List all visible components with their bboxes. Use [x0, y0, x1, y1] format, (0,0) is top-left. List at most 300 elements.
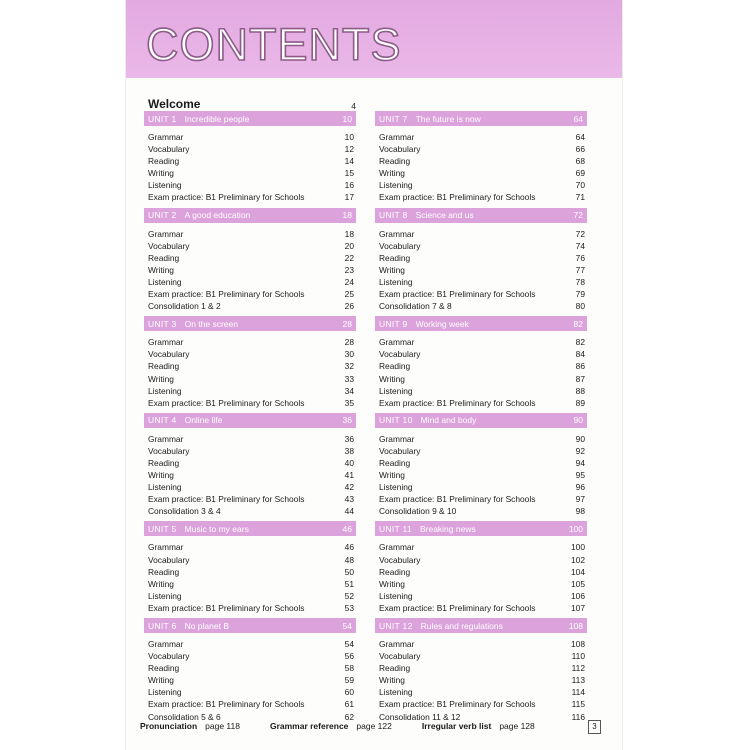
list-item[interactable]: [379, 264, 587, 276]
contents-column-left: [144, 92, 356, 727]
item-label: Reading: [148, 663, 180, 674]
unit-10-header[interactable]: [375, 413, 587, 428]
item-page: 28: [344, 337, 354, 348]
unit-4-header[interactable]: [144, 413, 356, 428]
item-label: Reading: [148, 361, 180, 372]
item-label: Reading: [379, 663, 411, 674]
item-label: Listening: [148, 276, 182, 287]
item-label: Listening: [379, 590, 413, 601]
list-item[interactable]: [148, 493, 356, 505]
item-label: Consolidation 5 & 6: [148, 711, 221, 722]
item-page: 69: [575, 168, 585, 179]
unit-label: UNIT 6: [148, 620, 177, 631]
item-page: 107: [571, 602, 585, 613]
item-label: Vocabulary: [379, 651, 421, 662]
item-label: Vocabulary: [148, 651, 190, 662]
welcome-entry[interactable]: [144, 92, 356, 111]
item-page: 78: [575, 276, 585, 287]
item-page: 36: [344, 433, 354, 444]
item-page: 52: [344, 590, 354, 601]
list-item[interactable]: [148, 457, 356, 469]
item-label: Exam practice: B1 Preliminary for Schools: [379, 494, 536, 505]
item-page: 48: [344, 554, 354, 565]
item-page: 108: [571, 639, 585, 649]
item-label: Writing: [148, 168, 174, 179]
unit-2-header[interactable]: [144, 208, 356, 223]
item-label: Writing: [379, 578, 405, 589]
unit-label: UNIT 10: [379, 415, 413, 426]
list-item[interactable]: [148, 602, 356, 614]
item-page: 64: [575, 132, 585, 142]
item-page: 20: [344, 240, 354, 251]
item-label: Listening: [148, 180, 182, 191]
unit-9-section: [375, 316, 587, 413]
list-item[interactable]: [148, 360, 356, 372]
item-page: 12: [344, 144, 354, 155]
item-page: 76: [575, 252, 585, 263]
item-page: 26: [344, 301, 354, 312]
item-label: Writing: [379, 373, 405, 384]
unit-title: A good education: [184, 210, 251, 221]
unit-4-section: [144, 413, 356, 522]
list-item[interactable]: [379, 590, 587, 602]
list-item[interactable]: [379, 433, 587, 445]
item-label: Consolidation 7 & 8: [379, 301, 452, 312]
item-page: 68: [575, 156, 585, 167]
unit-2-section: [144, 208, 356, 317]
footer-label: Irregular verb list: [421, 721, 492, 731]
item-label: Writing: [379, 168, 405, 179]
list-item[interactable]: [148, 662, 356, 674]
item-label: Grammar: [148, 132, 184, 142]
footer-item-irregular-verb-list[interactable]: [422, 721, 535, 731]
item-label: Grammar: [148, 228, 184, 239]
unit-label: UNIT 9: [379, 318, 408, 329]
item-page: 89: [575, 397, 585, 408]
unit-page: 64: [573, 113, 583, 124]
item-label: Vocabulary: [148, 144, 190, 155]
list-item[interactable]: [148, 252, 356, 264]
list-item[interactable]: [379, 240, 587, 252]
item-page: 51: [344, 578, 354, 589]
item-label: Reading: [148, 252, 180, 263]
item-page: 15: [344, 168, 354, 179]
item-label: Writing: [148, 373, 174, 384]
item-label: Reading: [379, 156, 411, 167]
list-item[interactable]: [148, 191, 356, 203]
item-label: Writing: [148, 675, 174, 686]
item-label: Grammar: [379, 228, 415, 239]
list-item[interactable]: [148, 469, 356, 481]
item-page: 53: [344, 602, 354, 613]
list-item[interactable]: [148, 131, 356, 143]
unit-1-section: [144, 111, 356, 208]
list-item[interactable]: [379, 131, 587, 143]
list-item[interactable]: [379, 373, 587, 385]
item-label: Exam practice: B1 Preliminary for Schools: [148, 192, 305, 203]
unit-items-list: [144, 536, 356, 618]
item-page: 62: [344, 711, 354, 722]
list-item[interactable]: [148, 445, 356, 457]
item-label: Exam practice: B1 Preliminary for Schools: [148, 397, 305, 408]
unit-title: Rules and regulations: [420, 620, 503, 631]
list-item[interactable]: [379, 300, 587, 312]
item-page: 66: [575, 144, 585, 155]
item-label: Reading: [379, 361, 411, 372]
item-label: Exam practice: B1 Preliminary for Schools: [379, 699, 536, 710]
list-item[interactable]: [379, 674, 587, 686]
list-item[interactable]: [379, 252, 587, 264]
item-label: Grammar: [379, 337, 415, 348]
contents-column-right: [375, 111, 587, 727]
list-item[interactable]: [379, 191, 587, 203]
item-page: 16: [344, 180, 354, 191]
item-label: Reading: [148, 457, 180, 468]
item-page: 84: [575, 349, 585, 360]
unit-list-left: [144, 111, 356, 727]
item-label: Vocabulary: [379, 240, 421, 251]
list-item[interactable]: [379, 143, 587, 155]
item-label: Writing: [379, 675, 405, 686]
item-page: 33: [344, 373, 354, 384]
list-item[interactable]: [148, 554, 356, 566]
item-label: Exam practice: B1 Preliminary for Schools: [379, 192, 536, 203]
item-page: 41: [344, 470, 354, 481]
unit-8-section: [375, 208, 587, 317]
item-label: Consolidation 3 & 4: [148, 506, 221, 517]
list-item[interactable]: [148, 228, 356, 240]
list-item[interactable]: [379, 698, 587, 710]
footer-item-grammar-reference[interactable]: [270, 721, 392, 731]
item-page: 88: [575, 385, 585, 396]
list-item[interactable]: [148, 336, 356, 348]
list-item[interactable]: [379, 638, 587, 650]
list-item[interactable]: [148, 288, 356, 300]
item-label: Listening: [379, 276, 413, 287]
item-page: 110: [571, 651, 585, 662]
item-page: 14: [344, 156, 354, 167]
item-page: 50: [344, 566, 354, 577]
item-page: 95: [575, 470, 585, 481]
item-page: 72: [575, 228, 585, 239]
list-item[interactable]: [379, 650, 587, 662]
list-item[interactable]: [379, 541, 587, 553]
unit-9-header[interactable]: [375, 316, 587, 331]
item-label: Listening: [379, 482, 413, 493]
item-page: 77: [575, 264, 585, 275]
item-label: Vocabulary: [148, 445, 190, 456]
item-page: 23: [344, 264, 354, 275]
unit-title: Working week: [415, 318, 469, 329]
item-label: Listening: [148, 590, 182, 601]
unit-items-list: [375, 126, 587, 208]
item-page: 46: [344, 542, 354, 553]
unit-items-list: [144, 331, 356, 413]
unit-items-list: [144, 633, 356, 727]
item-page: 90: [575, 433, 585, 444]
list-item[interactable]: [379, 602, 587, 614]
list-item[interactable]: [379, 469, 587, 481]
unit-page: 54: [342, 620, 352, 631]
item-page: 79: [575, 289, 585, 300]
item-page: 30: [344, 349, 354, 360]
list-item[interactable]: [148, 541, 356, 553]
item-page: 80: [575, 301, 585, 312]
item-page: 71: [575, 192, 585, 203]
item-page: 17: [344, 192, 354, 203]
list-item[interactable]: [379, 397, 587, 409]
footer-references: [140, 721, 610, 731]
list-item[interactable]: [148, 686, 356, 698]
list-item[interactable]: [379, 360, 587, 372]
item-label: Grammar: [379, 639, 415, 649]
list-item[interactable]: [148, 481, 356, 493]
unit-1-header[interactable]: [144, 111, 356, 126]
unit-8-header[interactable]: [375, 208, 587, 223]
item-label: Listening: [148, 385, 182, 396]
item-page: 25: [344, 289, 354, 300]
unit-7-header[interactable]: [375, 111, 587, 126]
unit-title: The future is now: [415, 113, 481, 124]
list-item[interactable]: [148, 143, 356, 155]
unit-items-list: [144, 126, 356, 208]
unit-page: 100: [568, 523, 583, 534]
footer-label: Pronunciation: [140, 721, 198, 731]
item-label: Writing: [148, 578, 174, 589]
list-item[interactable]: [148, 638, 356, 650]
item-label: Consolidation 11 & 12: [379, 711, 461, 722]
unit-title: Incredible people: [184, 113, 250, 124]
unit-11-section: [375, 521, 587, 618]
item-label: Vocabulary: [148, 349, 190, 360]
item-label: Listening: [379, 687, 413, 698]
item-page: 18: [344, 228, 354, 239]
item-label: Grammar: [148, 639, 184, 649]
item-label: Vocabulary: [148, 554, 190, 565]
unit-3-section: [144, 316, 356, 413]
list-item[interactable]: [148, 348, 356, 360]
list-item[interactable]: [148, 566, 356, 578]
item-page: 34: [344, 385, 354, 396]
item-page: 87: [575, 373, 585, 384]
unit-items-list: [375, 223, 587, 317]
item-label: Grammar: [148, 433, 184, 444]
unit-12-section: [375, 618, 587, 727]
unit-page: 36: [342, 415, 352, 426]
list-item[interactable]: [379, 662, 587, 674]
item-page: 112: [571, 663, 585, 674]
item-label: Grammar: [148, 337, 184, 348]
item-page: 56: [344, 651, 354, 662]
list-item[interactable]: [148, 650, 356, 662]
item-page: 82: [575, 337, 585, 348]
footer-page: page 122: [356, 721, 392, 731]
item-label: Vocabulary: [379, 445, 421, 456]
list-item[interactable]: [379, 686, 587, 698]
item-label: Vocabulary: [379, 349, 421, 360]
item-page: 86: [575, 361, 585, 372]
list-item[interactable]: [148, 300, 356, 312]
unit-list-right: [375, 111, 587, 727]
item-page: 70: [575, 180, 585, 191]
item-page: 74: [575, 240, 585, 251]
item-page: 35: [344, 397, 354, 408]
unit-page: 72: [573, 210, 583, 221]
list-item[interactable]: [379, 167, 587, 179]
list-item[interactable]: [148, 264, 356, 276]
list-item[interactable]: [379, 336, 587, 348]
list-item[interactable]: [379, 445, 587, 457]
item-page: 43: [344, 494, 354, 505]
item-page: 100: [571, 542, 585, 553]
list-item[interactable]: [379, 566, 587, 578]
unit-page: 28: [342, 318, 352, 329]
footer-page: page 128: [499, 721, 535, 731]
item-label: Vocabulary: [148, 240, 190, 251]
unit-items-list: [144, 428, 356, 522]
list-item[interactable]: [148, 505, 356, 517]
item-label: Listening: [148, 482, 182, 493]
unit-page: 46: [342, 523, 352, 534]
unit-page: 18: [342, 210, 352, 221]
list-item[interactable]: [148, 433, 356, 445]
item-page: 38: [344, 445, 354, 456]
item-page: 94: [575, 457, 585, 468]
list-item[interactable]: [148, 179, 356, 191]
item-label: Reading: [379, 457, 411, 468]
list-item[interactable]: [148, 240, 356, 252]
list-item[interactable]: [148, 578, 356, 590]
footer-item-pronunciation[interactable]: [140, 721, 240, 731]
item-page: 104: [571, 566, 585, 577]
unit-label: UNIT 7: [379, 113, 408, 124]
list-item[interactable]: [379, 481, 587, 493]
list-item[interactable]: [379, 228, 587, 240]
item-label: Writing: [379, 264, 405, 275]
item-page: 22: [344, 252, 354, 263]
item-label: Exam practice: B1 Preliminary for Schools: [148, 494, 305, 505]
list-item[interactable]: [379, 457, 587, 469]
item-page: 59: [344, 675, 354, 686]
list-item[interactable]: [148, 385, 356, 397]
unit-6-header[interactable]: [144, 618, 356, 633]
item-page: 32: [344, 361, 354, 372]
unit-items-list: [144, 223, 356, 317]
list-item[interactable]: [148, 167, 356, 179]
item-label: Exam practice: B1 Preliminary for Schools: [148, 699, 305, 710]
item-page: 106: [571, 590, 585, 601]
item-label: Consolidation 1 & 2: [148, 301, 221, 312]
list-item[interactable]: [379, 155, 587, 167]
item-label: Listening: [148, 687, 182, 698]
list-item[interactable]: [379, 288, 587, 300]
unit-items-list: [375, 428, 587, 522]
list-item[interactable]: [148, 698, 356, 710]
unit-label: UNIT 3: [148, 318, 177, 329]
unit-7-section: [375, 111, 587, 208]
list-item[interactable]: [379, 385, 587, 397]
list-item[interactable]: [379, 493, 587, 505]
list-item[interactable]: [148, 397, 356, 409]
unit-title: Mind and body: [420, 415, 477, 426]
item-label: Exam practice: B1 Preliminary for Schools: [148, 289, 305, 300]
item-label: Grammar: [148, 542, 184, 553]
item-page: 113: [571, 675, 585, 686]
list-item[interactable]: [148, 155, 356, 167]
list-item[interactable]: [379, 505, 587, 517]
list-item[interactable]: [148, 590, 356, 602]
item-page: 115: [571, 699, 585, 710]
list-item[interactable]: [148, 674, 356, 686]
unit-label: UNIT 12: [379, 620, 413, 631]
unit-title: On the screen: [184, 318, 238, 329]
item-page: 114: [571, 687, 585, 698]
unit-5-header[interactable]: [144, 521, 356, 536]
footer-label: Grammar reference: [269, 721, 349, 731]
unit-label: UNIT 2: [148, 210, 177, 221]
item-label: Vocabulary: [379, 554, 421, 565]
item-page: 54: [344, 639, 354, 649]
list-item[interactable]: [148, 276, 356, 288]
item-label: Reading: [379, 252, 411, 263]
unit-items-list: [375, 536, 587, 618]
page-title: CONTENTS: [146, 19, 402, 70]
footer-page: page 118: [205, 721, 240, 731]
item-page: 58: [344, 663, 354, 674]
list-item[interactable]: [148, 373, 356, 385]
unit-label: UNIT 5: [148, 523, 177, 534]
item-label: Grammar: [379, 542, 415, 553]
list-item[interactable]: [379, 578, 587, 590]
welcome-page: 4: [351, 101, 356, 111]
item-page: 60: [344, 687, 354, 698]
item-label: Reading: [379, 566, 411, 577]
unit-title: No planet B: [184, 620, 229, 631]
unit-11-header[interactable]: [375, 521, 587, 536]
item-page: 40: [344, 457, 354, 468]
unit-title: Science and us: [415, 210, 474, 221]
item-label: Listening: [379, 385, 413, 396]
unit-5-section: [144, 521, 356, 618]
unit-page: 82: [573, 318, 583, 329]
item-page: 61: [344, 699, 354, 710]
list-item[interactable]: [379, 348, 587, 360]
unit-page: 90: [573, 415, 583, 426]
unit-title: Music to my ears: [184, 523, 249, 534]
item-label: Reading: [148, 156, 180, 167]
item-label: Grammar: [379, 132, 415, 142]
unit-items-list: [375, 331, 587, 413]
item-label: Vocabulary: [379, 144, 421, 155]
item-page: 98: [575, 506, 585, 517]
unit-title: Breaking news: [419, 523, 476, 534]
item-label: Exam practice: B1 Preliminary for Schools: [379, 289, 536, 300]
unit-label: UNIT 11: [379, 523, 412, 534]
item-label: Listening: [379, 180, 413, 191]
unit-3-header[interactable]: [144, 316, 356, 331]
item-label: Exam practice: B1 Preliminary for Schools: [379, 602, 536, 613]
contents-page: [126, 0, 622, 750]
list-item[interactable]: [379, 554, 587, 566]
unit-page: 108: [568, 620, 583, 631]
item-page: 44: [344, 506, 354, 517]
list-item[interactable]: [379, 276, 587, 288]
unit-12-header[interactable]: [375, 618, 587, 633]
unit-items-list: [375, 633, 587, 727]
list-item[interactable]: [379, 179, 587, 191]
item-label: Grammar: [379, 433, 415, 444]
item-label: Writing: [379, 470, 405, 481]
